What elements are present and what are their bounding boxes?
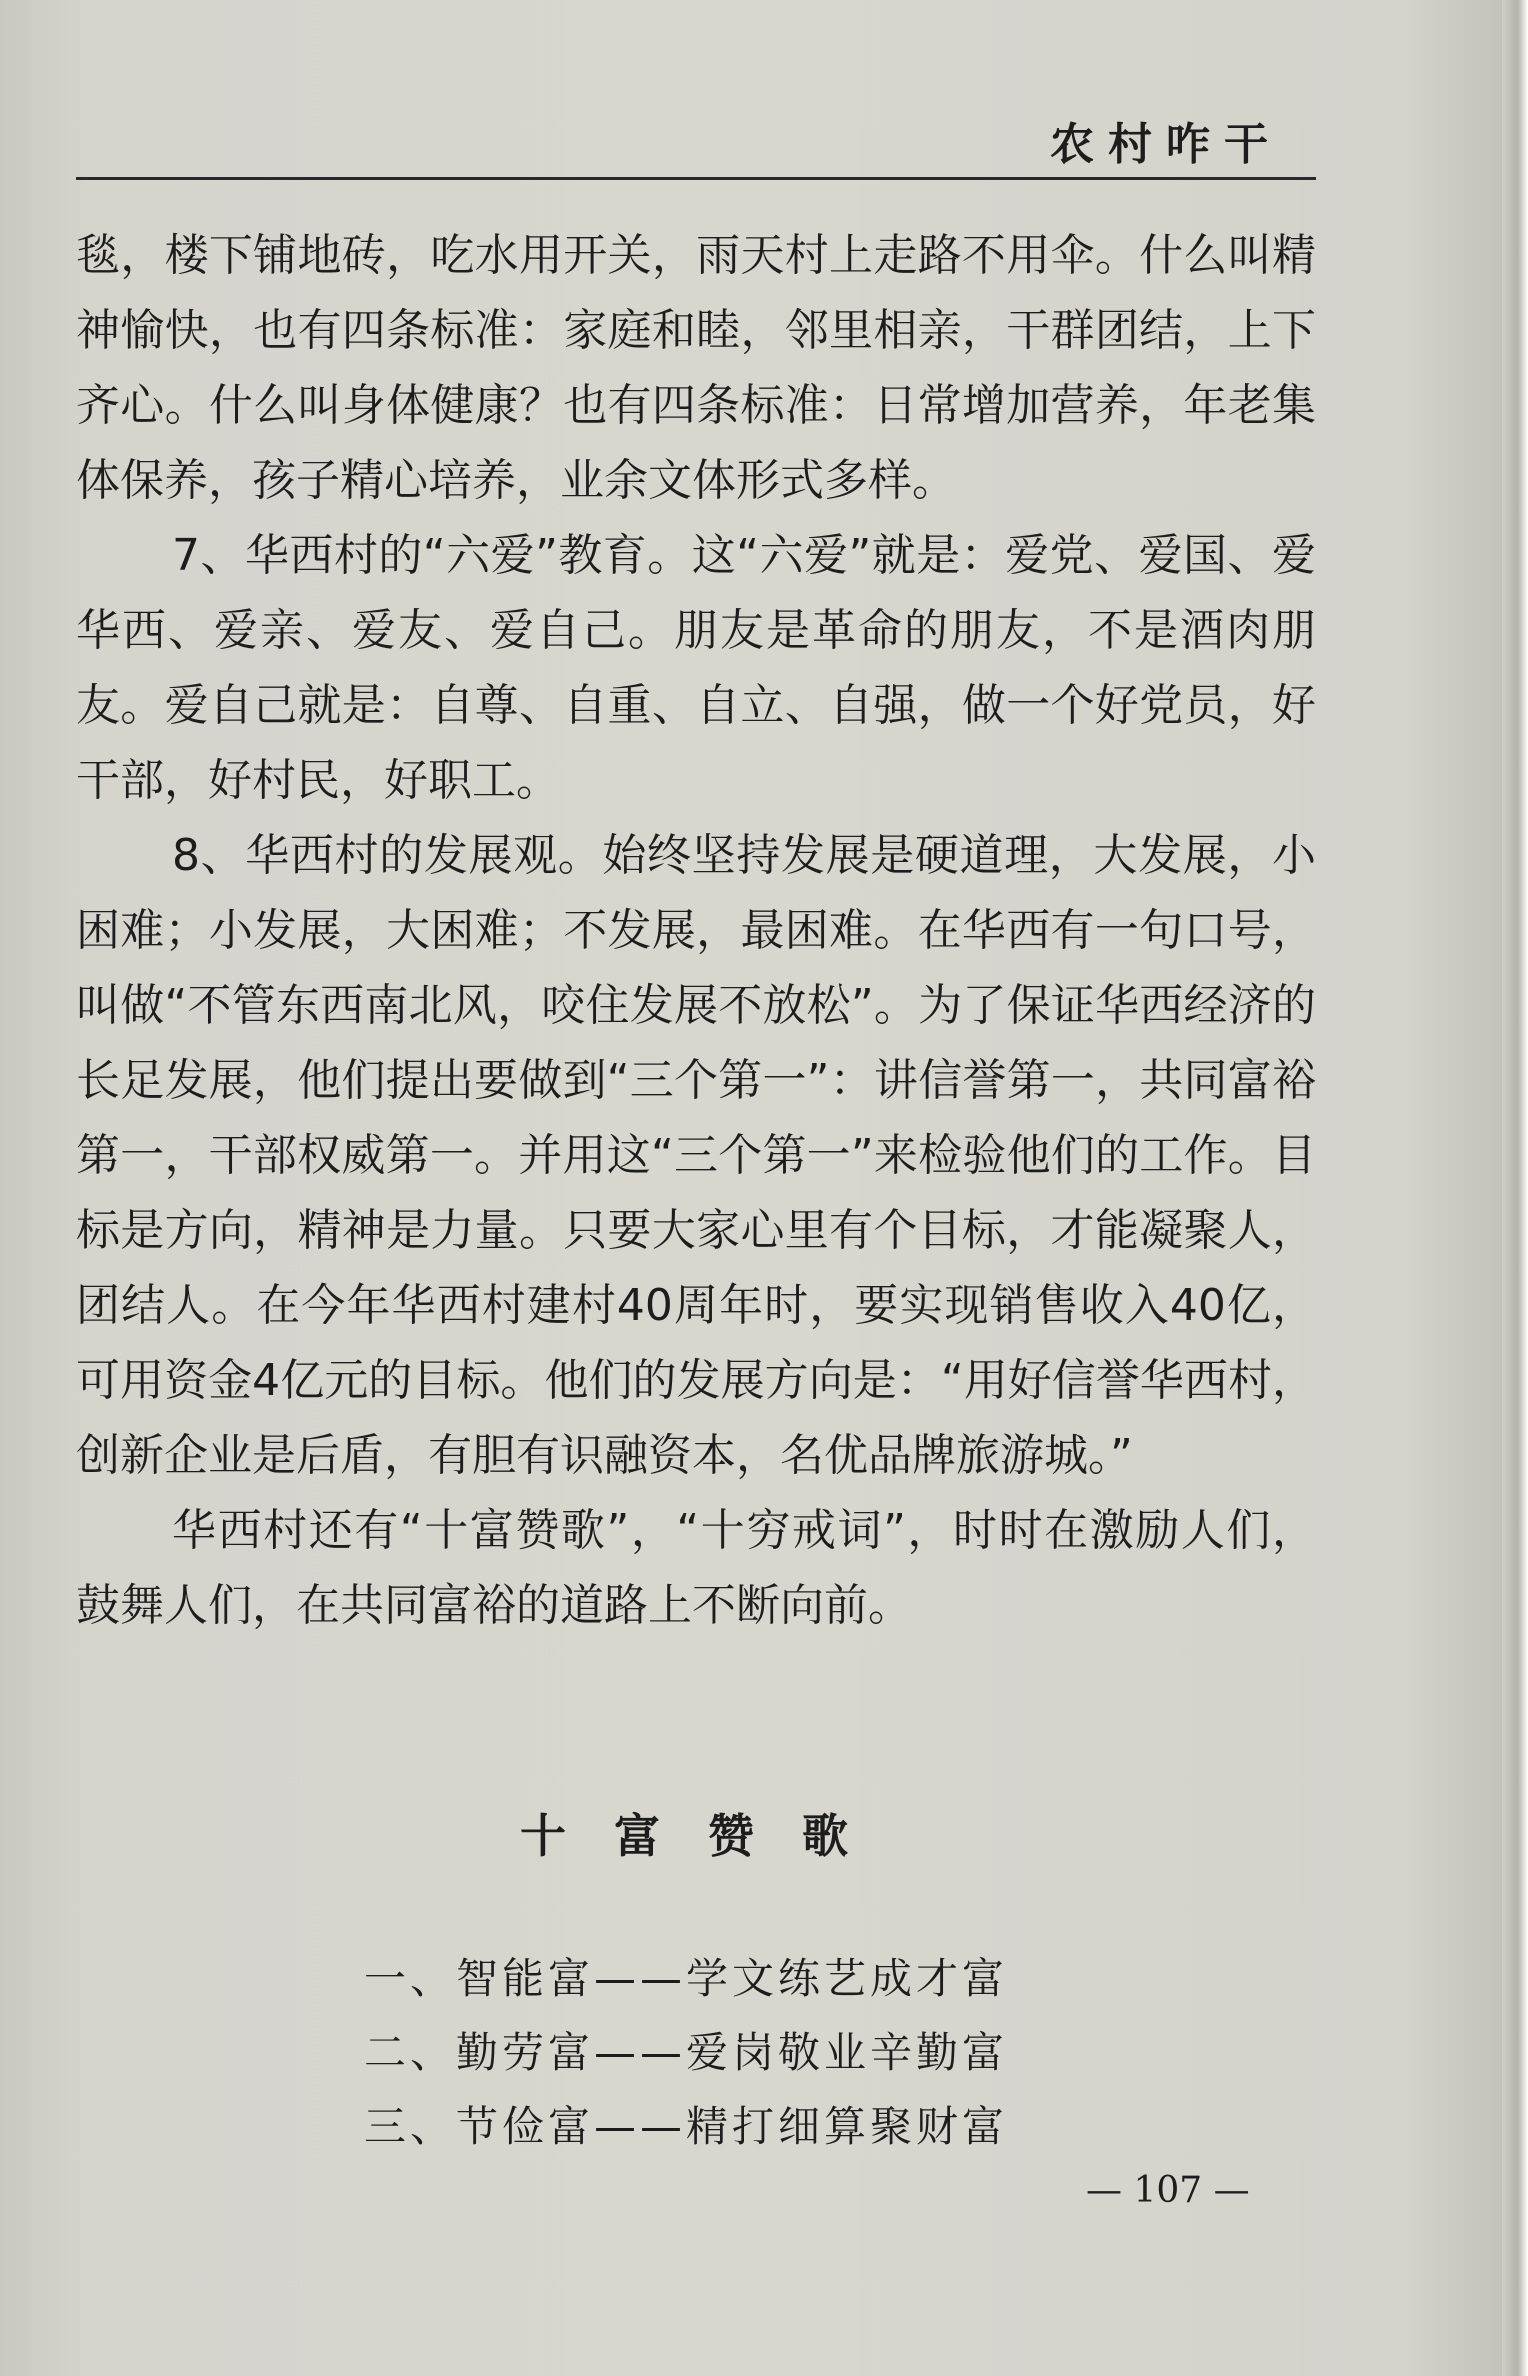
- poem-line: 二、勤劳富——爱岗敬业辛勤富: [364, 2028, 1009, 2077]
- poem-lines: [364, 1942, 1008, 2164]
- paragraph-development-view: 8、华西村的发展观。始终坚持发展是硬道理，大发展，小困难；小发展，大困难；不发展，最困难。在华西有一句口号，叫做“不管东西南北风，咬住发展不放松”。为了保证华西经济的长足发展，他们提出要做到“三个第一”：讲信誉第一，共同富裕第一，干部权威第一。并用这“三个第一”来检验他们的工作。目标是方向，精神是力量。只要大家心里有个目标，才能凝聚人，团结人。在今年华西村建村40周年时，要实现销售收入40亿，可用资金4亿元的目标。他们的发展方向是：“用好信誉华西村，创新企业是后盾，有胆有识融资本，名优品牌旅游城。”: [76, 830, 1316, 1481]
- paragraph-six-loves: 7、华西村的“六爱”教育。这“六爱”就是：爱党、爱国、爱华西、爱亲、爱友、爱自己。朋友是革命的朋友，不是酒肉朋友。爱自己就是：自尊、自重、自立、自强，做一个好党员，好干部，好村民，好职工。: [76, 530, 1316, 806]
- page-number: — 107 —: [1086, 2170, 1250, 2211]
- body-text: [76, 218, 1316, 1643]
- poem-title: 十富赞歌: [520, 1809, 896, 1863]
- paragraph-continuation: 毯，楼下铺地砖，吃水用开关，雨天村上走路不用伞。什么叫精神愉快，也有四条标准：家庭和睦，邻里相亲，干群团结，上下齐心。什么叫身体健康？也有四条标准：日常增加营养，年老集体保养，孩子精心培养，业余文体形式多样。: [76, 230, 1316, 506]
- poem-line: 三、节俭富——精打细算聚财富: [364, 2102, 1009, 2151]
- paragraph-songs-intro: 华西村还有“十富赞歌”，“十穷戒词”，时时在激励人们，鼓舞人们，在共同富裕的道路上不断向前。: [76, 1505, 1316, 1631]
- running-head: 农村咋干: [1050, 119, 1282, 170]
- page-edge-shadow: [1502, 0, 1528, 2376]
- header-rule: [76, 177, 1316, 180]
- poem-line: 一、智能富——学文练艺成才富: [364, 1954, 1009, 2003]
